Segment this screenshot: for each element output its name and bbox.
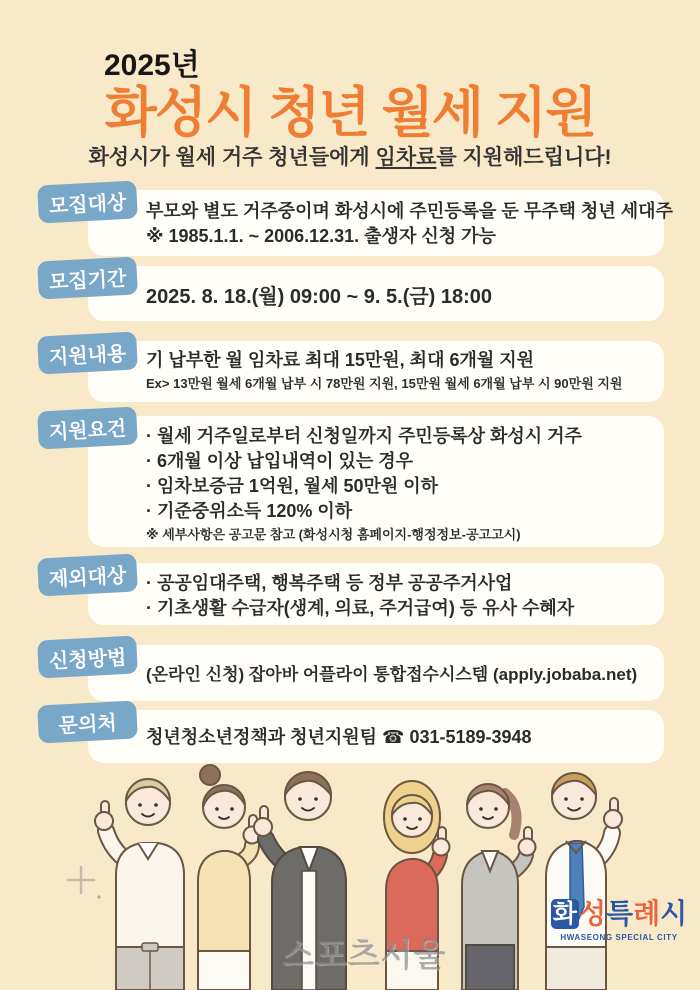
thumb-up-hand bbox=[519, 827, 536, 856]
section-box bbox=[88, 266, 664, 321]
section-badge: 지원요건 bbox=[37, 406, 138, 449]
subtitle-after: 를 지원해드립니다! bbox=[436, 146, 612, 169]
poster-subtitle bbox=[0, 141, 700, 171]
subtitle-underlined: 임차료 bbox=[375, 146, 437, 169]
section-line: · 임차보증금 1억원, 월세 50만원 이하 bbox=[146, 476, 439, 496]
section-line: · 월세 거주일로부터 신청일까지 주민등록상 화성시 거주 bbox=[146, 426, 582, 446]
logo-korean-text bbox=[540, 897, 698, 931]
section-line: · 기준중위소득 120% 이하 bbox=[146, 501, 353, 521]
logo-char: 성 bbox=[578, 898, 607, 929]
person-1 bbox=[95, 779, 184, 990]
section-exclusions bbox=[48, 563, 664, 625]
hwaseong-city-logo bbox=[540, 897, 698, 942]
section-line: (온라인 신청) 잡아바 어플라이 통합접수시스템 (apply.jobaba.net) bbox=[146, 665, 638, 684]
person-6 bbox=[546, 773, 622, 990]
section-badge: 모집기간 bbox=[37, 256, 138, 299]
person-5 bbox=[462, 784, 536, 990]
sparkle-icon bbox=[68, 867, 101, 899]
subtitle-before: 화성시가 월세 거주 청년들에게 bbox=[88, 146, 376, 169]
section-line: 2025. 8. 18.(월) 09:00 ~ 9. 5.(금) 18:00 bbox=[146, 286, 493, 308]
person-2 bbox=[198, 765, 261, 990]
section-badge: 신청방법 bbox=[37, 635, 138, 678]
section-badge: 제외대상 bbox=[37, 553, 138, 596]
thumb-up-hand bbox=[604, 798, 622, 828]
section-line: · 기초생활 수급자(생계, 의료, 주거급여) 등 유사 수혜자 bbox=[146, 598, 575, 618]
section-line: 청년청소년정책과 청년지원팀 ☎ 031-5189-3948 bbox=[146, 727, 532, 747]
section-badge: 모집대상 bbox=[37, 180, 138, 223]
section-box bbox=[88, 563, 664, 625]
section-line-note: ※ 세부사항은 공고문 참고 (화성시청 홈페이지-행정정보-공고고시) bbox=[146, 527, 521, 542]
section-box bbox=[88, 416, 664, 547]
section-line: · 6개월 이상 납입내역이 있는 경우 bbox=[146, 451, 414, 471]
section-badge: 지원내용 bbox=[37, 331, 138, 374]
section-recruit-target bbox=[48, 190, 673, 256]
section-requirements bbox=[48, 416, 664, 547]
section-line: 부모와 별도 거주중이며 화성시에 주민등록을 둔 무주택 청년 세대주 bbox=[146, 201, 673, 221]
logo-char: 특 bbox=[606, 898, 634, 929]
thumb-up-hand bbox=[95, 801, 113, 830]
thumb-up-hand bbox=[254, 806, 272, 836]
section-line-example: Ex> 13만원 월세 6개월 납부 시 78만원 지원, 15만원 월세 6개월 납부 시 90만원 지원 bbox=[146, 376, 623, 391]
section-box bbox=[88, 190, 673, 256]
section-recruit-period bbox=[48, 266, 664, 321]
logo-char: 례 bbox=[633, 898, 661, 929]
press-watermark: 스포츠서울 bbox=[282, 936, 447, 973]
logo-char: 화 bbox=[552, 900, 577, 928]
section-line: 기 납부한 월 임차료 최대 15만원, 최대 6개월 지원 bbox=[146, 350, 535, 370]
section-line: ※ 1985.1.1. ~ 2006.12.31. 출생자 신청 가능 bbox=[146, 226, 496, 246]
section-line: · 공공임대주택, 행복주택 등 정부 공공주거사업 bbox=[146, 573, 513, 593]
section-support-content bbox=[48, 341, 664, 402]
poster-title: 화성시 청년 월세 지원 bbox=[104, 83, 596, 143]
logo-english-text: HWASEONG SPECIAL CITY bbox=[560, 933, 678, 942]
section-apply-method bbox=[48, 645, 664, 701]
year-label: 2025년 bbox=[104, 49, 200, 82]
section-badge: 문의처 bbox=[37, 700, 138, 743]
section-box bbox=[88, 645, 664, 701]
section-box bbox=[88, 341, 664, 402]
logo-char: 시 bbox=[660, 898, 688, 929]
